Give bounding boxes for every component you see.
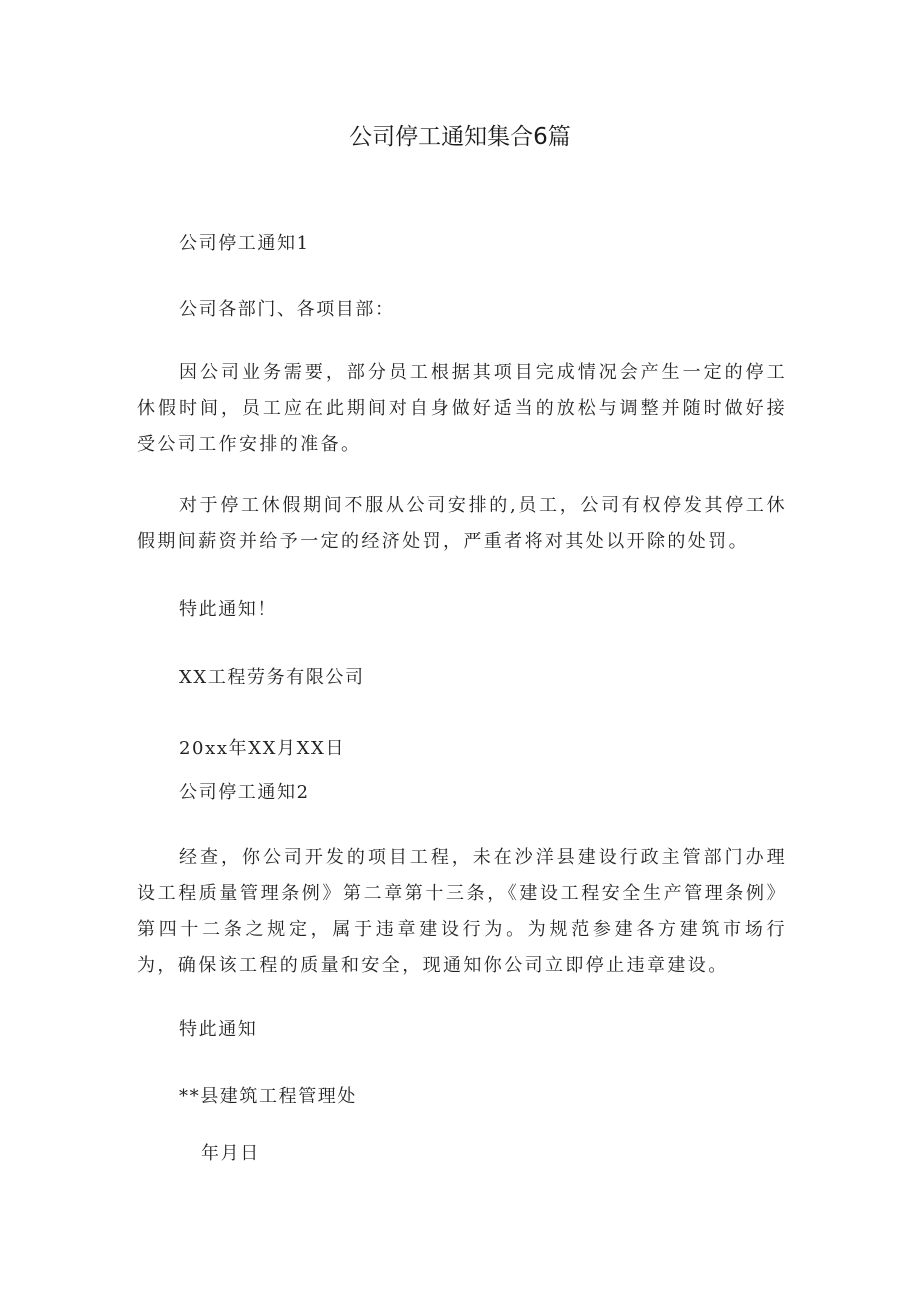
notice1-salutation: 公司各部门、各项目部： — [179, 299, 395, 320]
notice1-signature: XX工程劳务有限公司 — [179, 667, 365, 688]
notice2-signature: **县建筑工程管理处 — [179, 1086, 357, 1107]
notice1-date: 20xx年XX月XX日 — [179, 738, 346, 759]
notice2-heading: 公司停工通知2 — [179, 782, 310, 803]
notice1-paragraph-1: 因公司业务需要，部分员工根据其项目完成情况会产生一定的停工休假时间，员工应在此期间对自身做好适当的放松与调整并随时做好接受公司工作安排的准备。 — [137, 362, 787, 455]
notice2-date: 年月日 — [201, 1143, 260, 1164]
notice1-heading: 公司停工通知1 — [179, 233, 310, 254]
notice2-paragraph-1: 经查，你公司开发的项目工程，未在沙洋县建设行政主管部门办理设工程质量管理条例》第二章第十三条，《建设工程安全生产管理条例》第四十二条之规定，属于违章建设行为。为规范参建各方建筑市场行为，确保该工程的质量和安全，现通知你公司立即停止违章建设。 — [137, 847, 787, 976]
document-title: 公司停工通知集合6篇 — [349, 124, 571, 150]
notice1-paragraph-2: 对于停工休假期间不服从公司安排的,员工，公司有权停发其停工休假期间薪资并给予一定的经济处罚，严重者将对其处以开除的处罚。 — [137, 495, 787, 552]
notice2-closing: 特此通知 — [179, 1019, 258, 1040]
notice1-closing: 特此通知！ — [179, 599, 277, 620]
